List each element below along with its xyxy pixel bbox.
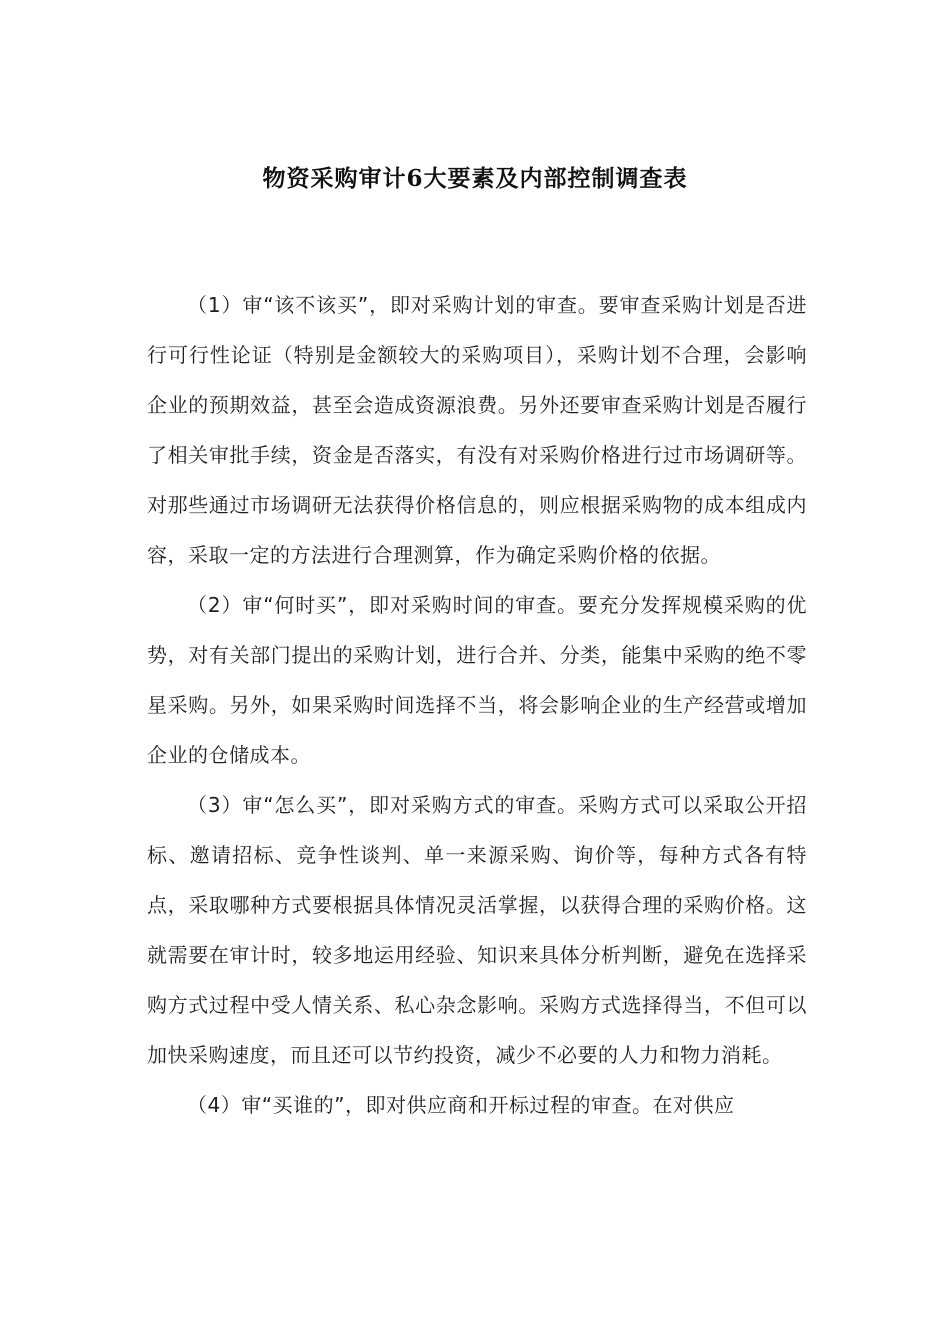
document-body [147,280,807,1130]
paragraph-3: （3）审“怎么买”，即对采购方式的审查。采购方式可以采取公开招标、邀请招标、竞争性谈判、单一来源采购、询价等，每种方式各有特点，采取哪种方式要根据具体情况灵活掌握，以获得合理的采购价格。这就需要在审计时，较多地运用经验、知识来具体分析判断，避免在选择采购方式过程中受人情关系、私心杂念影响。采购方式选择得当，不但可以加快采购速度，而且还可以节约投资，减少不必要的人力和物力消耗。 [147,793,807,1067]
paragraph-4: （4）审“买谁的”，即对供应商和开标过程的审查。在对供应 [187,1093,735,1117]
paragraph-2: （2）审“何时买”，即对采购时间的审查。要充分发挥规模采购的优势，对有关部门提出的采购计划，进行合并、分类，能集中采购的绝不零星采购。另外，如果采购时间选择不当，将会影响企业的生产经营或增加企业的仓储成本。 [147,593,807,767]
document-title: 物资采购审计6大要素及内部控制调查表 [262,165,688,192]
paragraph-1: （1）审“该不该买”，即对采购计划的审查。要审查采购计划是否进行可行性论证（特别是金额较大的采购项目），采购计划不合理，会影响企业的预期效益，甚至会造成资源浪费。另外还要审查采购计划是否履行了相关审批手续，资金是否落实，有没有对采购价格进行过市场调研等。对那些通过市场调研无法获得价格信息的，则应根据采购物的成本组成内容，采取一定的方法进行合理测算，作为确定采购价格的依据。 [147,293,807,567]
